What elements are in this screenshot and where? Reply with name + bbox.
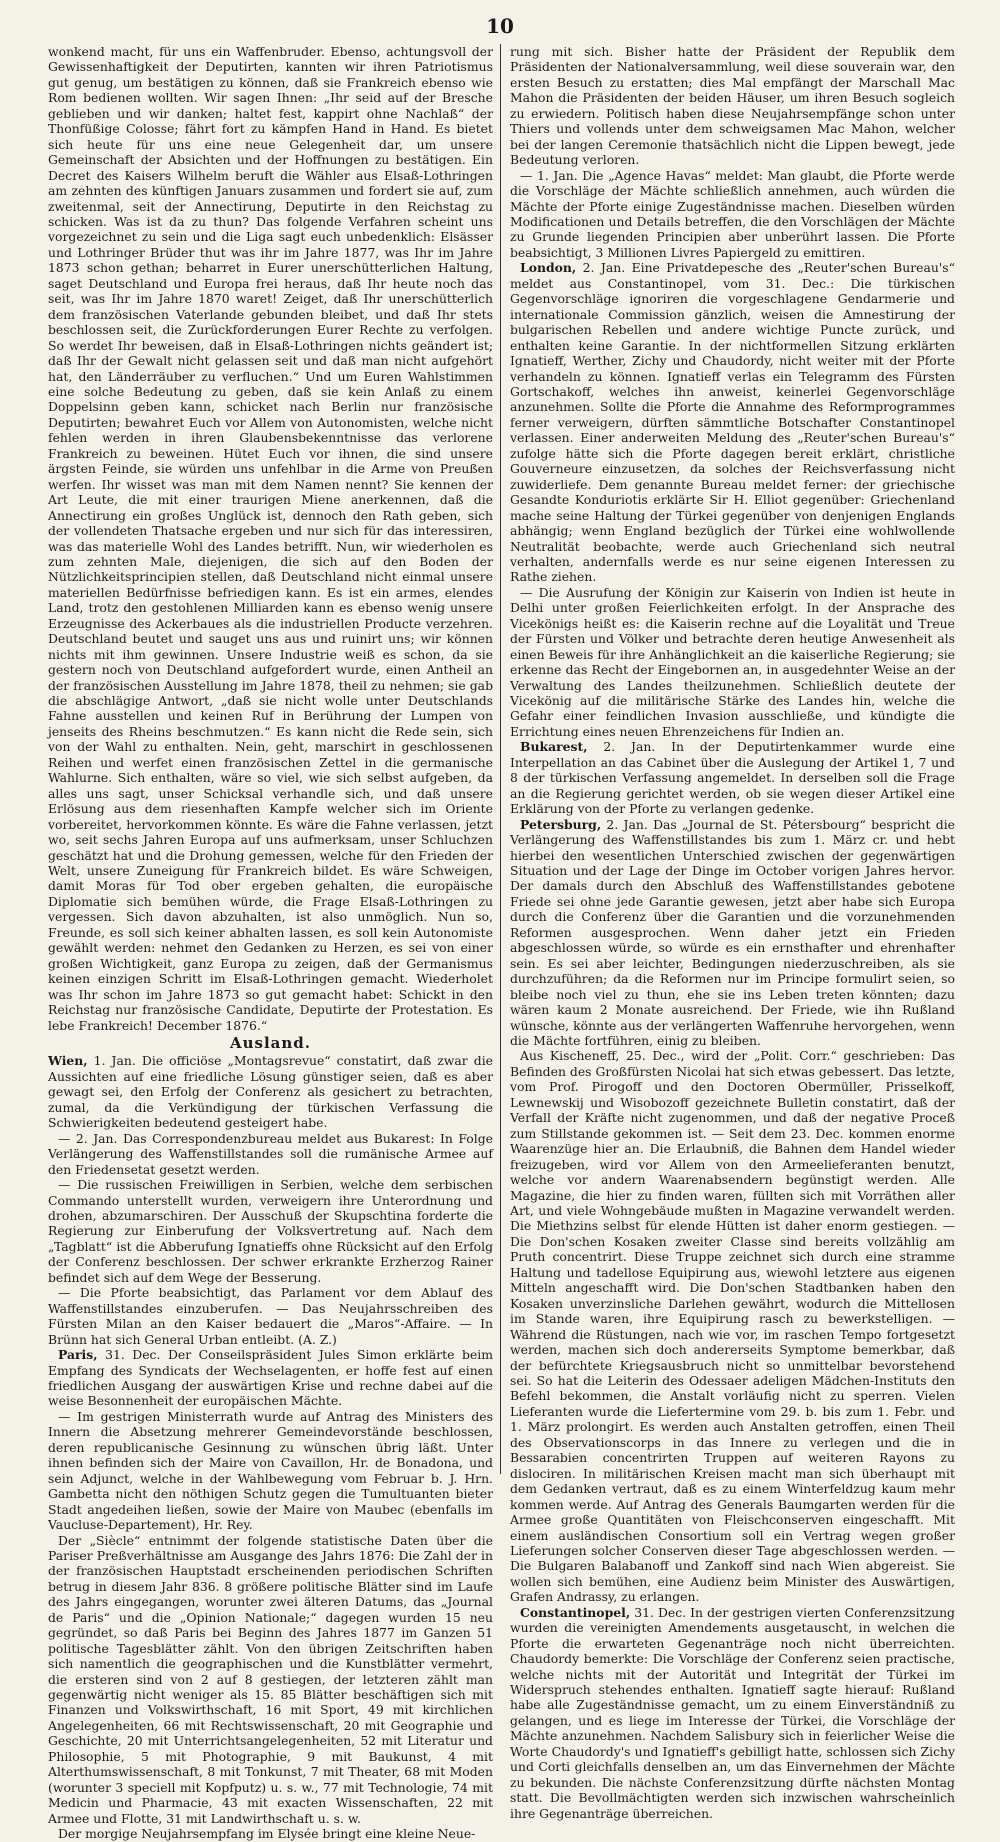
dispatch-paragraph xyxy=(510,739,955,816)
dispatch-paragraph xyxy=(510,260,955,585)
dispatch-paragraph xyxy=(510,44,955,168)
dispatch-paragraph xyxy=(48,1826,493,1841)
dispatch-text: — Die Ausrufung der Königin zur Kaiserin von Indien ist heute in Delhi unter großen Feierlichkeiten erfolgt. In der Ansprache des Vicekönigs heißt es: die Kaiserin rechne auf die Loyalität und Treue der Fürsten und Völker und betrachte deren heutige Anwesenheit als einen Beweis für ihre Anhänglichkeit an die kaiserliche Regierung; sie erkenne das Recht der Eingebornen an, in ausgedehnter Weise an der Verwaltung des Landes theilzunehmen. Schließlich deutete der Vicekönig auf die militärische Stärke des Landes hin, welche die Gefahr einer feindlichen Invasion ausschließe, und kündigte die Errichtung eines neuen Ehrenzeichens für Indien an. xyxy=(510,584,955,739)
dispatch-paragraph xyxy=(510,168,955,261)
dispatch-text: 31. Dec. In der gestrigen vierten Conferenzsitzung wurden die vereinigten Amendements ausgetauscht, in welchen die Pforte die erwarteten Gegenanträge noch nicht überreichten. Chaudordy bemerkte: Die Vorschläge der Conferenz seien practische, welche nichts mit der Autorität und Integrität der Türkei im Widerspruch stehendes enthalten. Ignatieff sagte hierauf: Rußland habe alle Zugeständnisse gemacht, um zu einem Einverständniß zu gelangen, und es liege im Interesse der Türkei, die Vorschläge der Mächte anzunehmen. Nachdem Salisbury sich in feierlicher Weise die Worte Chaudordy's und Ignatieff's gebilligt hatte, schlossen sich Zichy und Corti gleichfalls denselben an, um das Einvernehmen der Mächte zu bekunden. Die nächste Conferenzsitzung dürfte nächsten Montag statt. Die Bevollmächtigten werden sich inzwischen wahrscheinlich ihre Gegenanträge überreichen. xyxy=(510,1604,955,1821)
dispatch-text: 2. Jan. In der Deputirtenkammer wurde eine Interpellation an das Cabinet über die Auslegung der Artikel 1, 7 und 8 der türkischen Verfassung angemeldet. In derselben soll die Frage an die Regierung gerichtet werden, ob sie wegen dieser Artikel eine Erklärung von der Pforte zu verlangen gedenke. xyxy=(510,739,955,817)
dispatch-text: — Die Pforte beabsichtigt, das Parlament vor dem Ablauf des Waffenstillstandes einzuberufen. — Das Neujahrsschreiben des Fürsten Milan an den Kaiser bedauert die „Maros“-Affaire. — In Brünn hat sich General Urban entleibt. (A. Z.) xyxy=(48,1285,493,1347)
dispatch-text: Aus Kischeneff, 25. Dec., wird der „Polit. Corr.“ geschrieben: Das Befinden des Großfürsten Nicolai hat sich etwas gebessert. Das letzte, vom Prof. Pirogoff und den Doctoren Obermüller, Prisselkoff, Lewnewskij und Wisobozoff gezeichnete Bulletin constatirt, daß der Verfall der Kräfte nicht zugenommen, und daß der negative Proceß zum Stillstande gekommen ist. — Seit dem 23. Dec. kommen enorme Waarenzüge hier an. Die Erlaubniß, die Bahnen dem Handel wieder freizugeben, wird vor Allem von den Armeelieferanten benutzt, welche vor andern Waarenabsendern begünstigt werden. Alle Magazine, die hier zu finden waren, füllten sich mit Vorräthen aller Art, und viele Wohngebäude mußten in Magazine verwandelt werden. Die Miethzins selbst für elende Hütten ist daher enorm gestiegen. — Die Don'schen Kosaken zweiter Classe sind bereits vollzählig am Pruth concentrirt. Diese Truppe zeichnet sich durch eine stramme Haltung und tadellose Equipirung aus, wiewohl letztere aus eigenen Mitteln angeschafft wird. Die Don'schen Stadtbanken haben den Kosaken unverzinsliche Darlehen gewährt, wodurch die Mittellosen im Stande waren, ihre Equipirung rasch zu bewerkstelligen. — Während die Rüstungen, nach wie vor, im raschen Tempo fortgesetzt werden, machen sich doch andererseits Symptome bemerkbar, daß der befürchtete Kriegsausbruch nicht so unmittelbar bevorstehend sei. So hat die Leiterin des Odessaer adeligen Mädchen-Instituts den Befehl bekommen, die Anstalt vorläufig nicht zu sperren. Vielen Lieferanten wurde die Lieferterminе vom 29. b. bis zum 1. Febr. und 1. März prolongirt. Es werden auch Anstalten getroffen, einen Theil des Observationscorps in das Innere zu verlegen und die in Bessarabien concentrirten Truppen auf weiteren Rayons zu dislociren. In militärischen Kreisen macht man sich überhaupt mit dem Gedanken vertraut, daß es zu einem Winterfeldzug kaum mehr kommen werde. Auf Antrag des Generals Baumgarten werden für die Armee große Quantitäten von Fleischconserven eingeschafft. Mit einem ausländischen Consortium soll ein Vertrag wegen großer Lieferungen solcher Conserven dieser Tage abgeschlossen werden. — Die Bulgaren Balabanoff und Zankoff sind nach Wien abgereist. Sie wollen sich bemühen, eine Audienz beim Minister des Auswärtigen, Grafen Andrassy, zu erlangen. xyxy=(510,1048,955,1605)
dispatch-paragraph xyxy=(48,1285,493,1347)
dispatch-text: — Im gestrigen Ministerrath wurde auf Antrag des Ministers des Innern die Absetzung mehrerer Gemeindevorstände beschlossen, deren republicanische Gesinnung zu wünschen übrig läßt. Unter ihnen befinden sich der Maire von Cavaillon, Hr. de Bonadona, und sein Adjunct, welche in der Wahlbewegung vom Februar b. J. Hrn. Gambetta nicht den nöthigen Schutz gegen die Tumultuanten bieter Stadt angedeihen ließen, sowie der Maire von Maubec (ebenfalls im Vaucluse-Departement), Hr. Rey. xyxy=(48,1408,493,1533)
dispatch-paragraph xyxy=(48,1053,493,1130)
dispatch-paragraph xyxy=(48,1131,493,1177)
dispatch-text: 2. Jan. Das „Journal de St. Pétersbourg“ bespricht die Verlängerung des Waffenstillstandes bis zum 1. März cr. und hebt hierbei den wesentlichen Unterschied zwischen der gegenwärtigen Situation und der Lage der Dinge im October vorigen Jahres hervor. Der damals durch den Abschluß des Waffenstillstandes gebotene Friede sei ohne jede Garantie gewesen, jetzt aber habe sich Europa durch die Conferenz über die Garantien und die vorzunehmenden Reformen ausgesprochen. Wenn daher jetzt ein Frieden abgeschlossen würde, so würde es ein ernsthafter und ehrenhafter sein. Es sei aber leichter, Bedingungen niederzuschreiben, als sie durchzuführen; da die Reformen nur im Principe formulirt seien, so bleibe noch viel zu thun, ehe sie ins Leben treten könnten; dazu wären kaum 2 Monate ausreichend. Der Friede, wie ihn Rußland wünsche, könnte aus der verlängerten Waffenruhe hervorgehen, wenn die Mächte fortführen, einig zu bleiben. xyxy=(510,816,955,1048)
dispatch-dateline: Wien, xyxy=(48,1053,88,1069)
page-number: 10 xyxy=(486,14,514,38)
dispatch-paragraph xyxy=(510,1605,955,1821)
dispatch-dateline: Constantinopel, xyxy=(520,1604,631,1620)
dispatch-dateline: Bukarest, xyxy=(520,739,588,755)
dispatch-paragraph xyxy=(48,1177,493,1285)
dispatch-text: Der „Siècle“ entnimmt der folgende statistische Daten über die Pariser Preßverhältnisse am Ausgange des Jahrs 1876: Die Zahl der in der französischen Hauptstadt erscheinenden periodischen Schriften betrug in diesem Jahr 836. 8 größere politische Blätter sind im Laufe des Jahrs eingegangen, worunter zwei älteren Datums, das „Journal de Paris“ und die „Opinion Nationale;“ dagegen wurden 15 neu gegründet, so daß Paris bei Beginn des Jahres 1877 im Ganzen 51 politische Tagesblätter zählt. Von den übrigen Zeitschriften haben sich namentlich die geographischen und die Kunstblätter vermehrt, die ersteren sind von 2 auf 8 gestiegen, der letzteren zählt man gegenwärtig nicht weniger als 15. 85 Blätter beschäftigen sich mit Finanzen und Volkswirthschaft, 16 mit Sport, 49 mit kirchlichen Angelegenheiten, 66 mit Rechtswissenschaft, 20 mit Geographie und Geschichte, 20 mit Unterrichtsangelegenheiten, 52 mit Literatur und Philosophie, 5 mit Photographie, 9 mit Baukunst, 4 mit Alterthumswissenschaft, 8 mit Tonkunst, 7 mit Theater, 68 mit Moden (worunter 3 speciell mit Kopfputz) u. s. w., 77 mit Technologie, 74 mit Medicin und Pharmacie, 43 mit exacten Wissenschaften, 22 mit Armee und Flotte, 31 mit Landwirthschaft u. s. w. xyxy=(48,1532,493,1826)
dispatch-text: 1. Jan. Die officiöse „Montagsrevue“ constatirt, daß zwar die Aussichten auf eine friedliche Lösung günstiger seien, daß es aber gewagt sei, den Erfolg der Conferenz als gesichert zu betrachten, zumal, da die Verkündigung der türkischen Verfassung die Schwierigkeiten bedeutend gesteigert habe. xyxy=(48,1053,493,1131)
dispatch-paragraph xyxy=(48,1347,493,1409)
dispatch-paragraph xyxy=(48,1409,493,1533)
league-appeal-paragraph: wonkend macht, für uns ein Waffenbruder. Ebenso, achtungsvoll der Gewissenhaftigkeit der Deputirten, kannten wir ihren Patriotismus gut genug, um bestätigen zu können, daß sie Frankreich ebenso wie Rom bedienen wollten. Wir sagen Ihnen: „Ihr seid auf der Bresche geblieben und wir danken; haltet fest, kappirt ohne Nachlaß“ der Thonfüßige Colosse; fährt fort zu kämpfen Hand in Hand. Es bietet sich heute für uns eine neue Gelegenheit dar, um unsere Gemeinschaft der Absichten und der Hoffnungen zu bestätigen. Ein Decret des Kaisers Wilhelm beruft die Wähler aus Elsaß-Lothringen am zehnten des künftigen Januars zusammen und fordert sie auf, zum zweitenmal, seit der Annectirung, Deputirte in den Reichstag zu schicken. Was ist da zu thun? Das folgende Verfahren scheint uns vorgezeichnet zu sein und die Liga sagt euch unbedenklich: Elsässer und Lothringer Brüder thut was ihr im Jahre 1877, was Ihr im Jahre 1873 schon gethan; beharret in Eurer unerschütterlichen Haltung, saget Deutschland und Europa frei heraus, daß Ihr heute noch das seit, was Ihr im Jahre 1870 waret! Zeiget, daß Ihr unerschütterlich dem französischen Vaterlande gebunden bleibet, und daß Ihr stets beschlossen seit, die Zurückforderungen Eurer Rechte zu verfolgen. So werdet Ihr beweisen, daß in Elsaß-Lothringen nichts geändert ist; daß Ihr der Gewalt nicht gelassen seit und daß man nicht aufgehört hat, den Länderräuber zu verfluchen.“ Und um Euren Wahlstimmen eine solche Bedeutung zu geben, daß sie kein Anlaß zu einem Doppelsinn geben kann, schicket nach Berlin nur französische Deputirten; bewahret Euch vor Allem von Autonomisten, welche nicht fehlen werden in ihren Glaubensbekenntnisse das verlorene Frankreich zu beweinen. Hütet Euch vor ihnen, die sind unsere ärgsten Feinde, sie würden uns unfehlbar in die Arme von Preußen werfen. Ihr wisset was man mit dem Namen nennt? Sie kennen der Art Leute, die mit einer traurigen Miene anerkennen, daß die Annectirung ein großes Unglück ist, dennoch den Rath geben, sich der vollendeten Thatsache ergeben und nur sich für das interessiren, was das materielle Wohl des Landes betrifft. Nun, wir wiederholen es zum zehnten Male, diejenigen, die sich auf den Boden der Nützlichkeitsprincipien stellen, daß Deutschland nicht einmal unsere materiellen Bedürfnisse befriedigen kann. Es ist ein armes, elendes Land, trotz den gestohlenen Milliarden kann es ebenso wenig unsere Erzeugnisse des Ackerbaues als die industriellen Producte verzehren. Deutschland beutet und sauget uns aus und ruinirt uns; wir können nichts mit ihm gewinnen. Unsere Industrie weiß es schon, da sie gestern noch von Deutschland aufgefordert wurde, einen Antheil an der französischen Ausstellung im Jahre 1878, theil zu nehmen; sie gab die abschlägige Antwort, „daß sie nicht wolle unter Deutschlands Fahne ausstellen und keinen Ruf in Berührung der Lumpen von jenseits des Rheins beschmutzen.“ Es kann nicht die Rede sein, sich von der Wahl zu enthalten. Nein, geht, marschirt in geschlossenen Reihen und werfet einen französischen Zettel in die germanische Wahlurne. Sich enthalten, wäre so viel, wie sich selbst aufgeben, da alles uns sagt, unser Schicksal verhandle sich, und daß unsere Erlösung aus dem riesenhaften Kampfe welcher sich im Oriente vorbereitet, hervorkommen könnte. Es wäre die Fahne verlassen, jetzt wo, seit sechs Jahren Europa auf uns aufmerksam, unser Schluchzen geschätzt hat und die Drohung gemessen, welche für den Frieden der Welt, unsere Zuneigung für Frankreich bildet. Es wäre Schweigen, damit Moras für Tod ober ergeben gehalten, die europäische Diplomatie sich bemühen würde, die Frage Elsaß-Lothringen zu vergessen. Sich davon abzuhalten, ist also unmöglich. Nun so, Freunde, es soll sich keiner abhalten lassen, es soll kein Autonomiste gewählt werden: nehmet den Gedanken zu Herzen, es sei von einer großen Wichtigkeit, ganz Europa zu zeigen, daß der Germanismus keinen einzigen Schritt im Elsaß-Lothringen gemacht. Wiederholet was Ihr schon im Jahre 1873 so gut gemacht habet: Schickt in den Reichstag nur französische Candidate, Deputirte der Protestation. Es lebe Frankreich! December 1876.“ xyxy=(48,44,493,1033)
right-column xyxy=(510,44,955,1821)
dispatch-paragraph xyxy=(510,1048,955,1604)
dispatch-text: rung mit sich. Bisher hatte der Präsident der Republik dem Präsidenten der Nationalversammlung, weil diese souverain war, den ersten Besuch zu erstatten; dies Mal empfängt der Marschall Mac Mahon die Präsidenten der beiden Häuser, um ihren Besuch sogleich zu erwiedern. Politisch haben diese Neujahrsempfänge schon unter Thiers und vollends unter dem schweigsamen Mac Mahon, welcher bei der langen Ceremonie thatsächlich nicht die Lippen bewegt, jede Bedeutung verloren. xyxy=(510,44,955,168)
dispatch-dateline: Paris, xyxy=(58,1347,98,1363)
dispatch-text: 2. Jan. Eine Privatdepesche des „Reuter'schen Bureau's“ meldet aus Constantinopel, vom 31. Dec.: Die türkischen Gegenvorschläge ignoriren die vorgeschlagene Gendarmerie und internationale Commission gänzlich, weisen die Amnestirung der bulgarischen Rebellen und andere wichtige Puncte zurück, und enthalten keine Garantie. In der nichtformellen Sitzung erklärten Ignatieff, Werther, Zichy und Chaudordy, nicht weiter mit der Pforte verhandeln zu können. Ignatieff verlas ein Telegramm des Fürsten Gortschakoff, welches ihn anweist, keinerlei Gegenvorschläge anzunehmen. Sollte die Pforte die Annahme des Reformprogrammes ferner verweigern, dürften sämmtliche Botschafter Constantinopel verlassen. Einer anderweiten Meldung des „Reuter'schen Bureau's“ zufolge hätte sich die Pforte dagegen bereit erklärt, christliche Gouverneure einzusetzen, da solches der Reichsverfassung nicht zuwiderliefe. Dem genannte Bureau meldet ferner: der griechische Gesandte Konduriotis erklärte Sir H. Elliot gegenüber: Griechenland mache seine Haltung der Türkei gegenüber von denjenigen Englands abhängig; wenn England bezüglich der Türkei eine wohlwollende Neutralität beobachte, werde auch Griechenland sich neutral verhalten, andernfalls werde es nur seine eigenen Interessen zu Rathe ziehen. xyxy=(510,260,955,585)
dispatch-text: — Die russischen Freiwilligen in Serbien, welche dem serbischen Commando unterstellt wurden, verweigern ihre Unterordnung und drohen, abzumarschiren. Der Ausschuß der Skupschtina forderte die Regierung zur Einberufung der Volksvertretung auf. Nach dem „Tagblatt“ ist die Abberufung Ignatieffs ohne Rücksicht auf den Erfolg der Conferenz beschlossen. Der schwer erkrankte Erzherzog Rainer befindet sich auf dem Wege der Besserung. xyxy=(48,1177,493,1285)
dispatch-paragraph xyxy=(48,1533,493,1827)
dispatch-paragraph xyxy=(510,585,955,740)
dispatch-dateline: London, xyxy=(520,260,577,276)
dispatch-text: — 2. Jan. Das Correspondenzbureau meldet aus Bukarest: In Folge Verlängerung des Waffenstillstandes soll die rumänische Armee auf den Friedensetat gesetzt werden. xyxy=(48,1130,493,1177)
dispatch-text: Der morgige Neujahrsempfang im Elysée bringt eine kleine Neue- xyxy=(58,1826,476,1842)
dispatch-paragraph xyxy=(510,817,955,1049)
dispatch-dateline: Petersburg, xyxy=(520,816,602,832)
left-column xyxy=(48,44,493,1842)
section-heading-ausland: Ausland. xyxy=(229,1034,312,1052)
column-divider xyxy=(500,44,501,1474)
dispatch-text: 31. Dec. Der Conseilspräsident Jules Simon erklärte beim Empfang des Syndicats der Wechselagenten, er hoffe fest auf einen friedlichen Ausgang der auswärtigen Krise und rechne dabei auf die weise Besonnenheit der europäischen Mächte. xyxy=(48,1347,493,1409)
dispatch-text: — 1. Jan. Die „Agence Havas“ meldet: Man glaubt, die Pforte werde die Vorschläge der Mächte schließlich annehmen, auch würden die Mächte der Pforte einige Zugeständnisse machen. Dieselben würden Modificationen und Details betreffen, die den Vorschlägen der Mächte zu Grunde liegenden Principien aber unberührt lassen. Die Pforte beabsichtigt, 3 Millionen Livres Papiergeld zu emittiren. xyxy=(510,167,955,260)
